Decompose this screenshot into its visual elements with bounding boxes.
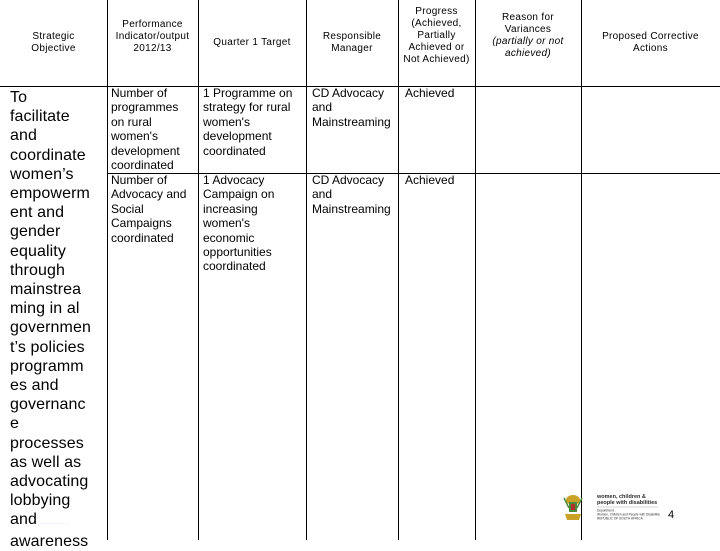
objective-line: and: [10, 127, 37, 145]
header-line: Variances: [504, 24, 552, 35]
strategic-objective-text: [10, 88, 106, 551]
objective-line: To: [10, 89, 28, 106]
progress-status: Achieved: [405, 173, 455, 187]
header-line: Manager: [331, 43, 373, 54]
header-line: Progress: [415, 6, 458, 17]
objective-line-text: and: [10, 511, 37, 529]
objective-line: t’s policies: [10, 338, 85, 356]
header-line: achieved): [504, 48, 552, 59]
header-line: Objective: [31, 43, 76, 54]
header-line: Strategic: [32, 31, 75, 42]
row-2-manager: [312, 173, 397, 216]
cell-line: Mainstreaming: [312, 114, 391, 129]
header-responsible-manager: [306, 0, 398, 86]
header-line: Responsible: [322, 31, 382, 42]
header-performance-indicator: [107, 0, 198, 86]
header-line: Actions: [633, 43, 668, 54]
cell-line: Social: [111, 201, 144, 216]
header-line: (Achieved,: [411, 18, 462, 29]
cell-line: women's: [203, 216, 250, 231]
cell-line: Campaign on: [203, 187, 275, 202]
row-1-progress: [405, 86, 475, 100]
objective-line: mainstrea: [10, 281, 82, 299]
objective-line: women’s: [10, 165, 74, 183]
cell-line: and: [312, 100, 333, 115]
cell-line: and: [312, 187, 333, 202]
header-strategic-objective: [0, 0, 107, 86]
objective-line: facilitate: [10, 108, 70, 126]
header-line: Proposed Corrective: [602, 31, 699, 42]
cell-line: coordinated: [111, 230, 174, 245]
header-q1-target: [198, 0, 306, 86]
page-number: 4: [668, 509, 675, 521]
logo-text-line: women, children &: [597, 494, 646, 500]
faded-overlay-text: ............: [39, 516, 71, 527]
objective-line: equality: [10, 242, 66, 260]
row-1-indicator: [111, 86, 197, 172]
cell-line: Number of: [111, 173, 168, 187]
objective-line: e: [10, 415, 19, 433]
header-proposed-corrective-actions: [581, 0, 720, 86]
objective-line: ent and: [10, 204, 65, 222]
objective-line: empowerm: [10, 185, 90, 203]
cell-line: Number of: [111, 86, 168, 100]
header-line: Indicator/output: [115, 31, 190, 42]
objective-line: through: [10, 261, 65, 279]
objective-line: ming in al: [10, 300, 80, 318]
header-line: Partially: [417, 30, 456, 41]
department-logo: [560, 490, 660, 524]
objective-line: es and: [10, 377, 59, 395]
cell-line: opportunities: [203, 245, 272, 260]
cell-line: programmes: [111, 100, 179, 115]
objective-line: processes: [10, 434, 84, 452]
logo-subtext-line: Department:: [597, 508, 615, 513]
cell-line: Campaigns: [111, 216, 172, 231]
header-line: Performance: [122, 19, 183, 30]
cell-line: Advocacy and: [111, 187, 187, 202]
cell-line: coordinated: [203, 259, 266, 274]
header-line: (partially or not: [492, 36, 564, 47]
header-line: 2012/13: [133, 43, 172, 54]
cell-line: 1 Advocacy: [203, 173, 265, 187]
logo-subtext-line: Women, Children and People with Disabilities: [597, 512, 660, 517]
objective-line: lobbying: [10, 492, 71, 510]
cell-line: increasing: [203, 201, 258, 216]
row-2-progress: [405, 173, 475, 187]
row-2-indicator: [111, 173, 197, 245]
objective-line: as well as: [10, 453, 82, 471]
progress-status: Achieved: [405, 86, 455, 100]
cell-line: economic: [203, 230, 255, 245]
objective-line: awareness: [10, 532, 89, 550]
header-line: Not Achieved): [403, 54, 470, 65]
cell-line: coordinated: [111, 158, 174, 173]
cell-line: on rural: [111, 114, 152, 129]
cell-line: development: [111, 143, 180, 158]
logo-subtext-line: REPUBLIC OF SOUTH AFRICA: [597, 516, 643, 521]
header-line: Quarter 1 Target: [213, 37, 291, 48]
row-2-target: [203, 173, 305, 274]
cell-line: CD Advocacy: [312, 86, 385, 100]
row-1-target: [203, 86, 305, 158]
logo-text-line: people with disabilities: [597, 500, 658, 506]
cell-line: development: [203, 129, 272, 144]
header-reason-for-variances: [475, 0, 581, 86]
objective-line: governanc: [10, 396, 86, 414]
header-line: Achieved or: [408, 42, 465, 53]
objective-line: programm: [10, 357, 84, 375]
cell-line: women's: [203, 114, 250, 129]
cell-line: strategy for rural: [203, 100, 291, 115]
objective-line: [10, 510, 106, 531]
header-line: Reason for: [502, 12, 554, 23]
cell-line: CD Advocacy: [312, 173, 385, 187]
coat-of-arms-icon: [560, 490, 660, 524]
cell-line: coordinated: [203, 143, 266, 158]
header-progress: [398, 0, 475, 86]
cell-line: women's: [111, 129, 158, 144]
objective-line: gender: [10, 223, 61, 241]
objective-line: advocating: [10, 473, 89, 491]
cell-line: 1 Programme on: [203, 86, 293, 100]
row-1-manager: [312, 86, 397, 129]
objective-line: governmen: [10, 319, 91, 337]
objective-line: coordinate: [10, 146, 86, 164]
cell-line: Mainstreaming: [312, 201, 391, 216]
